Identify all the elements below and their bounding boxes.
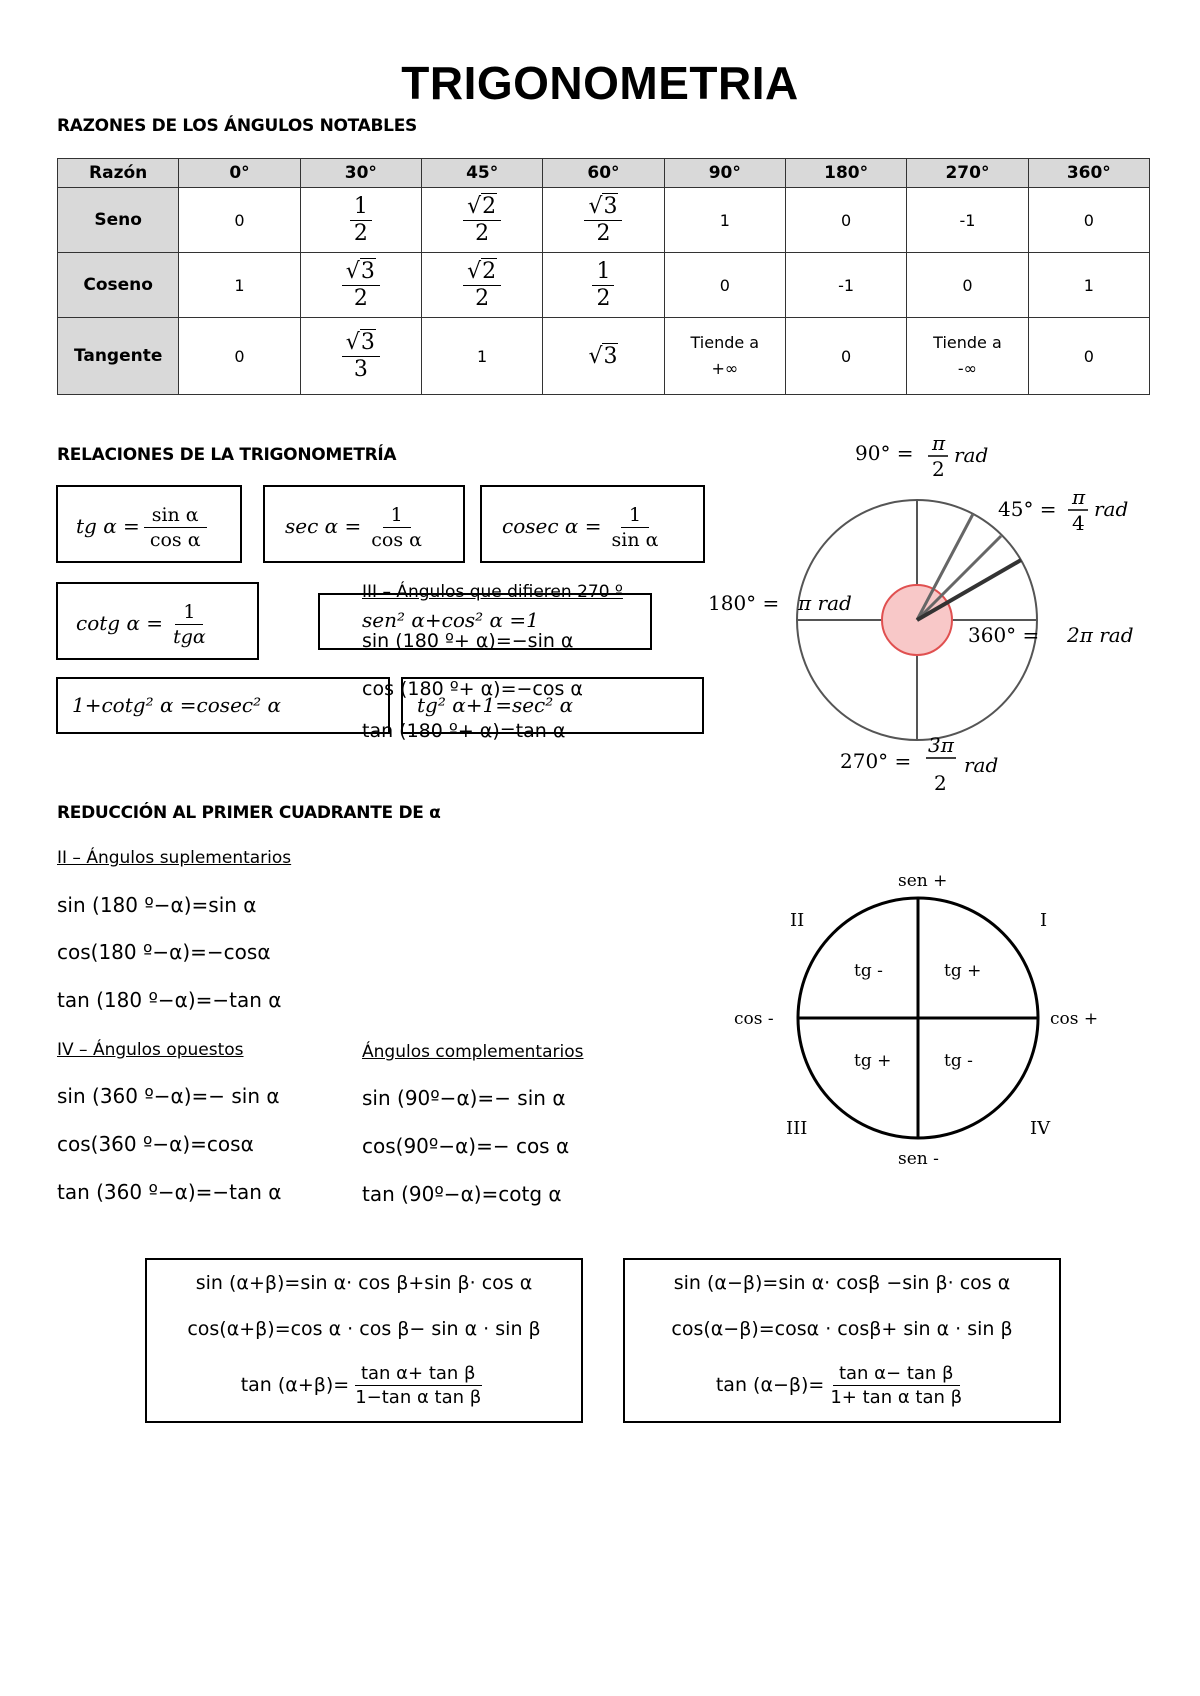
- subheading-suplementarios: II – Ángulos suplementarios: [57, 848, 292, 868]
- label-45-rad: rad: [1094, 497, 1129, 521]
- table-cell: [300, 188, 421, 253]
- formula-lhs: cosec α =: [502, 514, 602, 538]
- table-cell: 0: [785, 188, 906, 253]
- cell-line: Tiende a: [933, 333, 1002, 352]
- frac-den: 2: [596, 220, 611, 246]
- label-270-3pi: 3π: [928, 733, 954, 757]
- col-header: 360°: [1028, 159, 1149, 188]
- identity-pythag: sen² α+cos² α =1: [362, 608, 539, 632]
- table-cell: 1: [421, 318, 542, 395]
- label-quadrant-II: II: [790, 910, 805, 931]
- frac-den: cos α: [149, 529, 201, 551]
- cell-line: Tiende a: [690, 333, 760, 352]
- formula-box-cosec: [480, 485, 705, 563]
- col-header: 90°: [664, 159, 785, 188]
- frac-num: √3: [342, 259, 380, 286]
- frac-den: 2: [353, 220, 368, 246]
- equation-op-tan: tan (360 º−α)=−tan α: [57, 1180, 282, 1204]
- diff-cos: cos(α−β)=cosα · cosβ+ sin α · sin β: [671, 1318, 1013, 1340]
- label-270: 270° =: [840, 749, 912, 773]
- label-q1-sign: tg +: [944, 961, 982, 981]
- table-cell: 0: [785, 318, 906, 395]
- row-header: Seno: [58, 188, 179, 253]
- formula-box-sec: [263, 485, 465, 563]
- table-cell: [543, 253, 664, 318]
- overlap-tan: tan (180 º+ α)=tan α: [362, 720, 566, 742]
- equation-comp-cos: cos(90º−α)=− cos α: [362, 1134, 570, 1158]
- table-cell: [300, 253, 421, 318]
- label-45-pi: π: [1072, 485, 1086, 509]
- sum-formulas-box: [145, 1258, 583, 1423]
- formula-lhs: tg α =: [76, 514, 140, 538]
- sqrt-value: √3: [588, 343, 618, 369]
- formula-cosec: [502, 503, 666, 552]
- frac-num: 1: [383, 503, 411, 528]
- table-cell: [543, 318, 664, 395]
- identity-cotg: 1+cotg² α =cosec² α: [72, 693, 281, 717]
- table-cell: 0: [179, 318, 300, 395]
- radian-circle-diagram: [700, 430, 1160, 800]
- frac-den: 1−tan α tan β: [355, 1387, 482, 1408]
- frac-num: 1: [621, 503, 649, 528]
- sum-cos: cos(α+β)=cos α · cos β− sin α · sin β: [187, 1318, 541, 1340]
- frac-num: √3: [584, 194, 622, 221]
- table-cell: -1: [907, 188, 1028, 253]
- label-q4-sign: tg -: [944, 1051, 973, 1071]
- subheading-opuestos: IV – Ángulos opuestos: [57, 1040, 244, 1060]
- label-90-2: 2: [932, 457, 945, 481]
- formula-cotg: [76, 600, 214, 649]
- label-sen-plus: sen +: [898, 871, 948, 891]
- section-heading-razones: RAZONES DE LOS ÁNGULOS NOTABLES: [57, 116, 417, 136]
- frac-den: sin α: [611, 529, 659, 551]
- radicand: 3: [603, 193, 618, 219]
- row-header: Coseno: [58, 253, 179, 318]
- equation-sup-tan: tan (180 º−α)=−tan α: [57, 988, 282, 1012]
- table-cell: [543, 188, 664, 253]
- equation-op-sin: sin (360 º−α)=− sin α: [57, 1084, 280, 1108]
- equation-sup-sin: sin (180 º−α)=sin α: [57, 893, 257, 917]
- frac-den: cos α: [371, 529, 422, 551]
- frac-num: √3: [342, 330, 380, 357]
- overlap-heading: III – Ángulos que difieren 270 º: [362, 582, 623, 602]
- radicand: 2: [482, 258, 497, 284]
- label-270-2: 2: [934, 771, 947, 795]
- label-quadrant-IV: IV: [1030, 1118, 1051, 1139]
- frac-den: tgα: [173, 626, 206, 648]
- frac-num: 1: [592, 259, 614, 286]
- table-header-row: [58, 159, 1150, 188]
- col-header: 60°: [543, 159, 664, 188]
- col-header: 45°: [421, 159, 542, 188]
- label-90: 90° =: [855, 441, 914, 465]
- table-cell: [300, 318, 421, 395]
- formula-box-tg: [56, 485, 242, 563]
- tan-lhs: tan (α+β)=: [240, 1374, 350, 1396]
- label-90-pi: π: [932, 431, 946, 455]
- table-cell: -1: [785, 253, 906, 318]
- table-cell: 0: [179, 188, 300, 253]
- table-cell: 0: [664, 253, 785, 318]
- label-360: 360° =: [968, 623, 1040, 647]
- label-q3-sign: tg +: [854, 1051, 892, 1071]
- quadrant-diagram: [720, 862, 1120, 1182]
- page-title: TRIGONOMETRIA: [401, 57, 799, 109]
- table-cell: 0: [1028, 188, 1149, 253]
- formula-lhs: sec α =: [285, 514, 362, 538]
- label-360-rad: 2π rad: [1067, 623, 1134, 647]
- cell-line: +∞: [711, 359, 739, 378]
- equation-comp-tan: tan (90º−α)=cotg α: [362, 1182, 562, 1206]
- frac-num: tan α− tan β: [833, 1362, 960, 1386]
- diff-tan: [625, 1362, 1059, 1409]
- diff-sin: sin (α−β)=sin α· cosβ −sin β· cos α: [673, 1272, 1011, 1294]
- equation-comp-sin: sin (90º−α)=− sin α: [362, 1086, 566, 1110]
- equation-op-cos: cos(360 º−α)=cosα: [57, 1132, 254, 1156]
- frac-den: 2: [475, 285, 490, 311]
- radicand: 3: [603, 343, 618, 369]
- table-row-coseno: [58, 253, 1150, 318]
- table-row-seno: [58, 188, 1150, 253]
- label-q2-sign: tg -: [854, 961, 883, 981]
- sum-tan: [147, 1362, 581, 1409]
- label-cos-minus: cos -: [734, 1009, 774, 1029]
- overlap-sin: sin (180 º+ α)=−sin α: [362, 630, 574, 652]
- section-heading-reduccion: REDUCCIÓN AL PRIMER CUADRANTE DE α: [57, 803, 441, 823]
- identity-tg: tg² α+1=sec² α: [417, 693, 574, 717]
- frac-num: tan α+ tan β: [355, 1362, 482, 1386]
- radicand: 2: [482, 193, 497, 219]
- table-row-tangente: [58, 318, 1150, 395]
- table-cell: 1: [179, 253, 300, 318]
- frac-num: √2: [463, 259, 501, 286]
- label-45: 45° =: [998, 497, 1057, 521]
- formula-lhs: cotg α =: [76, 611, 164, 635]
- col-header: 30°: [300, 159, 421, 188]
- table-cell: [421, 253, 542, 318]
- table-cell: [421, 188, 542, 253]
- frac-num: 1: [175, 600, 203, 625]
- row-header: Tangente: [58, 318, 179, 395]
- label-quadrant-I: I: [1040, 910, 1048, 931]
- table-cell: 1: [664, 188, 785, 253]
- subheading-complementarios: Ángulos complementarios: [362, 1042, 584, 1062]
- frac-num: √2: [463, 194, 501, 221]
- frac-num: 1: [350, 194, 372, 221]
- table-cell: 1: [1028, 253, 1149, 318]
- formula-sec: [285, 503, 430, 552]
- frac-den: 1+ tan α tan β: [830, 1387, 963, 1408]
- sum-sin: sin (α+β)=sin α· cos β+sin β· cos α: [195, 1272, 533, 1294]
- label-180: 180° =: [708, 591, 780, 615]
- tan-lhs: tan (α−β)=: [715, 1374, 825, 1396]
- col-header: 180°: [785, 159, 906, 188]
- equation-sup-cos: cos(180 º−α)=−cosα: [57, 940, 271, 964]
- label-270-rad: rad: [964, 753, 999, 777]
- overlap-clip: [362, 720, 662, 744]
- radicand: 3: [360, 258, 375, 284]
- frac-den: 2: [475, 220, 490, 246]
- col-header: 270°: [907, 159, 1028, 188]
- formula-tg: [76, 503, 209, 552]
- frac-den: 2: [353, 285, 368, 311]
- difference-formulas-box: [623, 1258, 1061, 1423]
- label-90-rad: rad: [954, 443, 989, 467]
- frac-den: 2: [596, 285, 611, 311]
- label-180-rad: π rad: [798, 591, 852, 615]
- frac-num: sin α: [144, 503, 207, 528]
- table-cell: [907, 318, 1028, 395]
- label-45-4: 4: [1072, 511, 1085, 535]
- frac-den: 3: [353, 356, 368, 382]
- formula-box-cotg-identity: [56, 677, 390, 734]
- col-header: 0°: [179, 159, 300, 188]
- overlap-cos: cos (180 º+ α)=−cos α: [362, 678, 583, 700]
- label-sen-minus: sen -: [898, 1149, 939, 1169]
- cell-line: -∞: [957, 359, 978, 378]
- col-header: Razón: [58, 159, 179, 188]
- notable-angles-table: [57, 158, 1150, 395]
- formula-box-cotg: [56, 582, 259, 660]
- label-quadrant-III: III: [786, 1118, 808, 1139]
- label-cos-plus: cos +: [1050, 1009, 1099, 1029]
- table-cell: 0: [907, 253, 1028, 318]
- table-cell: 0: [1028, 318, 1149, 395]
- table-cell: [664, 318, 785, 395]
- section-heading-relaciones: RELACIONES DE LA TRIGONOMETRÍA: [57, 445, 397, 465]
- radicand: 3: [360, 329, 375, 355]
